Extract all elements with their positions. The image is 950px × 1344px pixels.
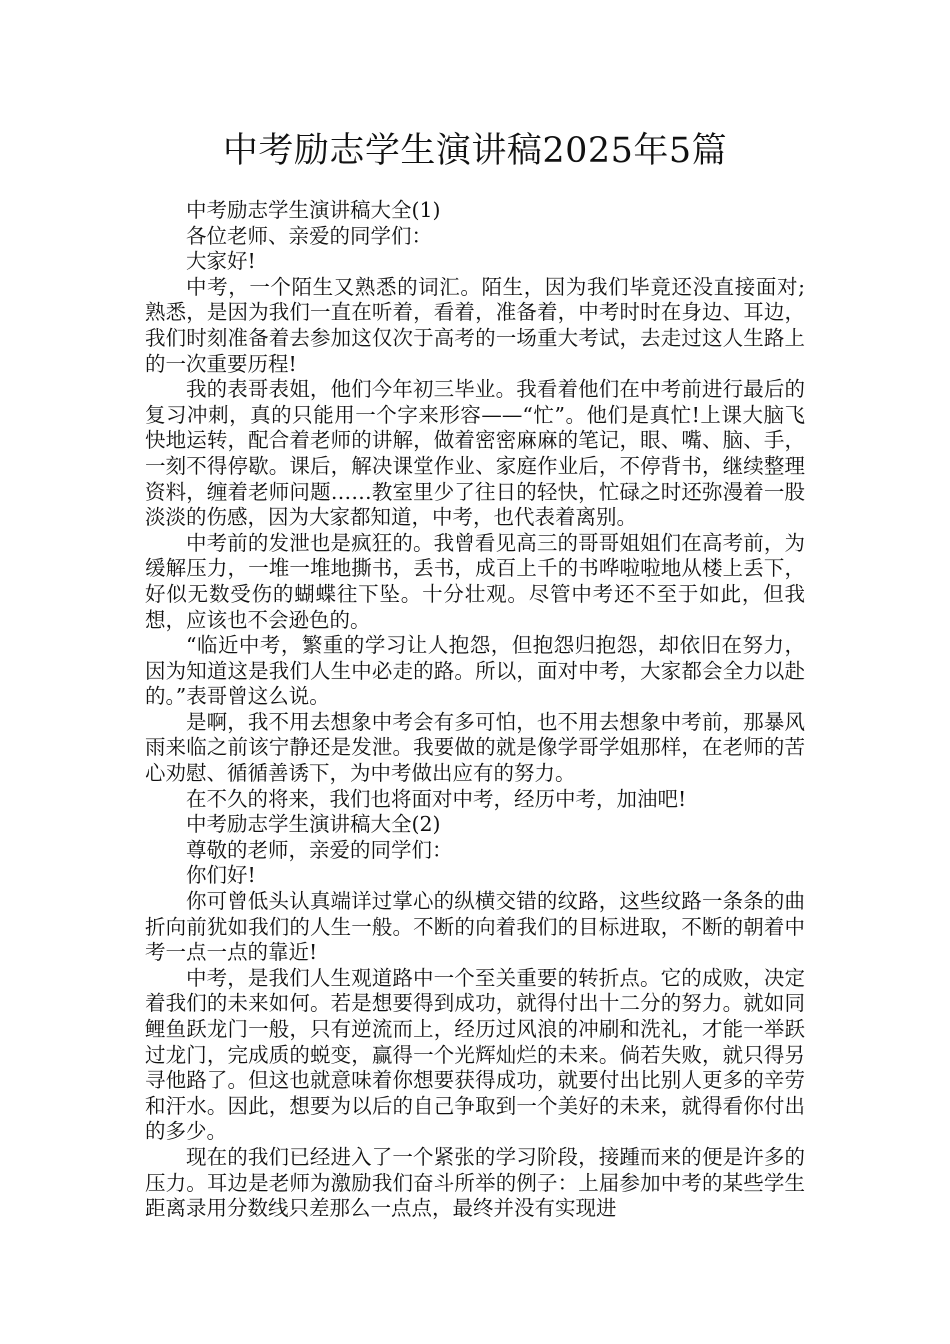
paragraph: 你可曾低头认真端详过掌心的纵横交错的纹路，这些纹路一条条的曲折向前犹如我们的人生一般。不断的向着我们的目标进取，不断的朝着中考一点一点的靠近!	[145, 889, 805, 965]
paragraph: 中考前的发泄也是疯狂的。我曾看见高三的哥哥姐姐们在高考前，为缓解压力，一堆一堆地撕书，丢书，成百上千的书哗啦啦地从楼上丢下，好似无数受伤的蝴蝶往下坠。十分壮观。尽管中考还不至于如此，但我想，应该也不会逊色的。	[145, 530, 805, 632]
paragraph: 是啊，我不用去想象中考会有多可怕，也不用去想象中考前，那暴风雨来临之前该宁静还是发泄。我要做的就是像学哥学姐那样，在老师的苦心劝慰、循循善诱下，为中考做出应有的努力。	[145, 709, 805, 786]
paragraph: 中考，是我们人生观道路中一个至关重要的转折点。它的成败，决定着我们的未来如何。若是想要得到成功，就得付出十二分的努力。就如同鲤鱼跃龙门一般，只有逆流而上，经历过风浪的冲刷和洗礼，才能一举跃过龙门，完成质的蜕变，赢得一个光辉灿烂的未来。倘若失败，就只得另寻他路了。但这也就意味着你想要获得成功，就要付出比别人更多的辛劳和汗水。因此，想要为以后的自己争取到一个美好的未来，就得看你付出的多少。	[145, 965, 805, 1144]
section-heading: 中考励志学生演讲稿大全(1)	[186, 198, 441, 222]
paragraph: 现在的我们已经进入了一个紧张的学习阶段，接踵而来的便是许多的压力。耳边是老师为激励我们奋斗所举的例子：上届参加中考的某些学生距离录用分数线只差那么一点点，最终并没有实现进	[145, 1144, 805, 1221]
greeting: 你们好!	[186, 863, 256, 888]
document-title: 中考励志学生演讲稿2025年5篇	[222, 131, 728, 171]
paragraph: 中考，一个陌生又熟悉的词汇。陌生，因为我们毕竟还没直接面对;熟悉，是因为我们一直在听着，看着，准备着，中考时时在身边、耳边，我们时刻准备着去参加这仅次于高考的一场重大考试，去走过这人生路上的一次重要历程!	[145, 274, 805, 376]
paragraph: 在不久的将来，我们也将面对中考，经历中考，加油吧!	[186, 786, 687, 811]
paragraph: “临近中考，繁重的学习让人抱怨，但抱怨归抱怨，却依旧在努力，因为知道这是我们人生中必走的路。所以，面对中考，大家都会全力以赴的。”表哥曾这么说。	[145, 633, 805, 709]
document-body	[145, 198, 805, 1222]
greeting: 大家好!	[186, 249, 256, 274]
salutation: 各位老师、亲爱的同学们：	[186, 223, 432, 248]
section-heading: 中考励志学生演讲稿大全(2)	[186, 812, 441, 837]
paragraph: 我的表哥表姐，他们今年初三毕业。我看着他们在中考前进行最后的复习冲刺，真的只能用一个字来形容——“忙”。他们是真忙!上课大脑飞快地运转，配合着老师的讲解，做着密密麻麻的笔记，眼、嘴、脑、手，一刻不得停歇。课后，解决课堂作业、家庭作业后，不停背书，继续整理资料，缠着老师问题……教室里少了往日的轻快，忙碌之时还弥漫着一股淡淡的伤感，因为大家都知道，中考，也代表着离别。	[145, 377, 805, 530]
salutation: 尊敬的老师，亲爱的同学们：	[186, 837, 453, 862]
